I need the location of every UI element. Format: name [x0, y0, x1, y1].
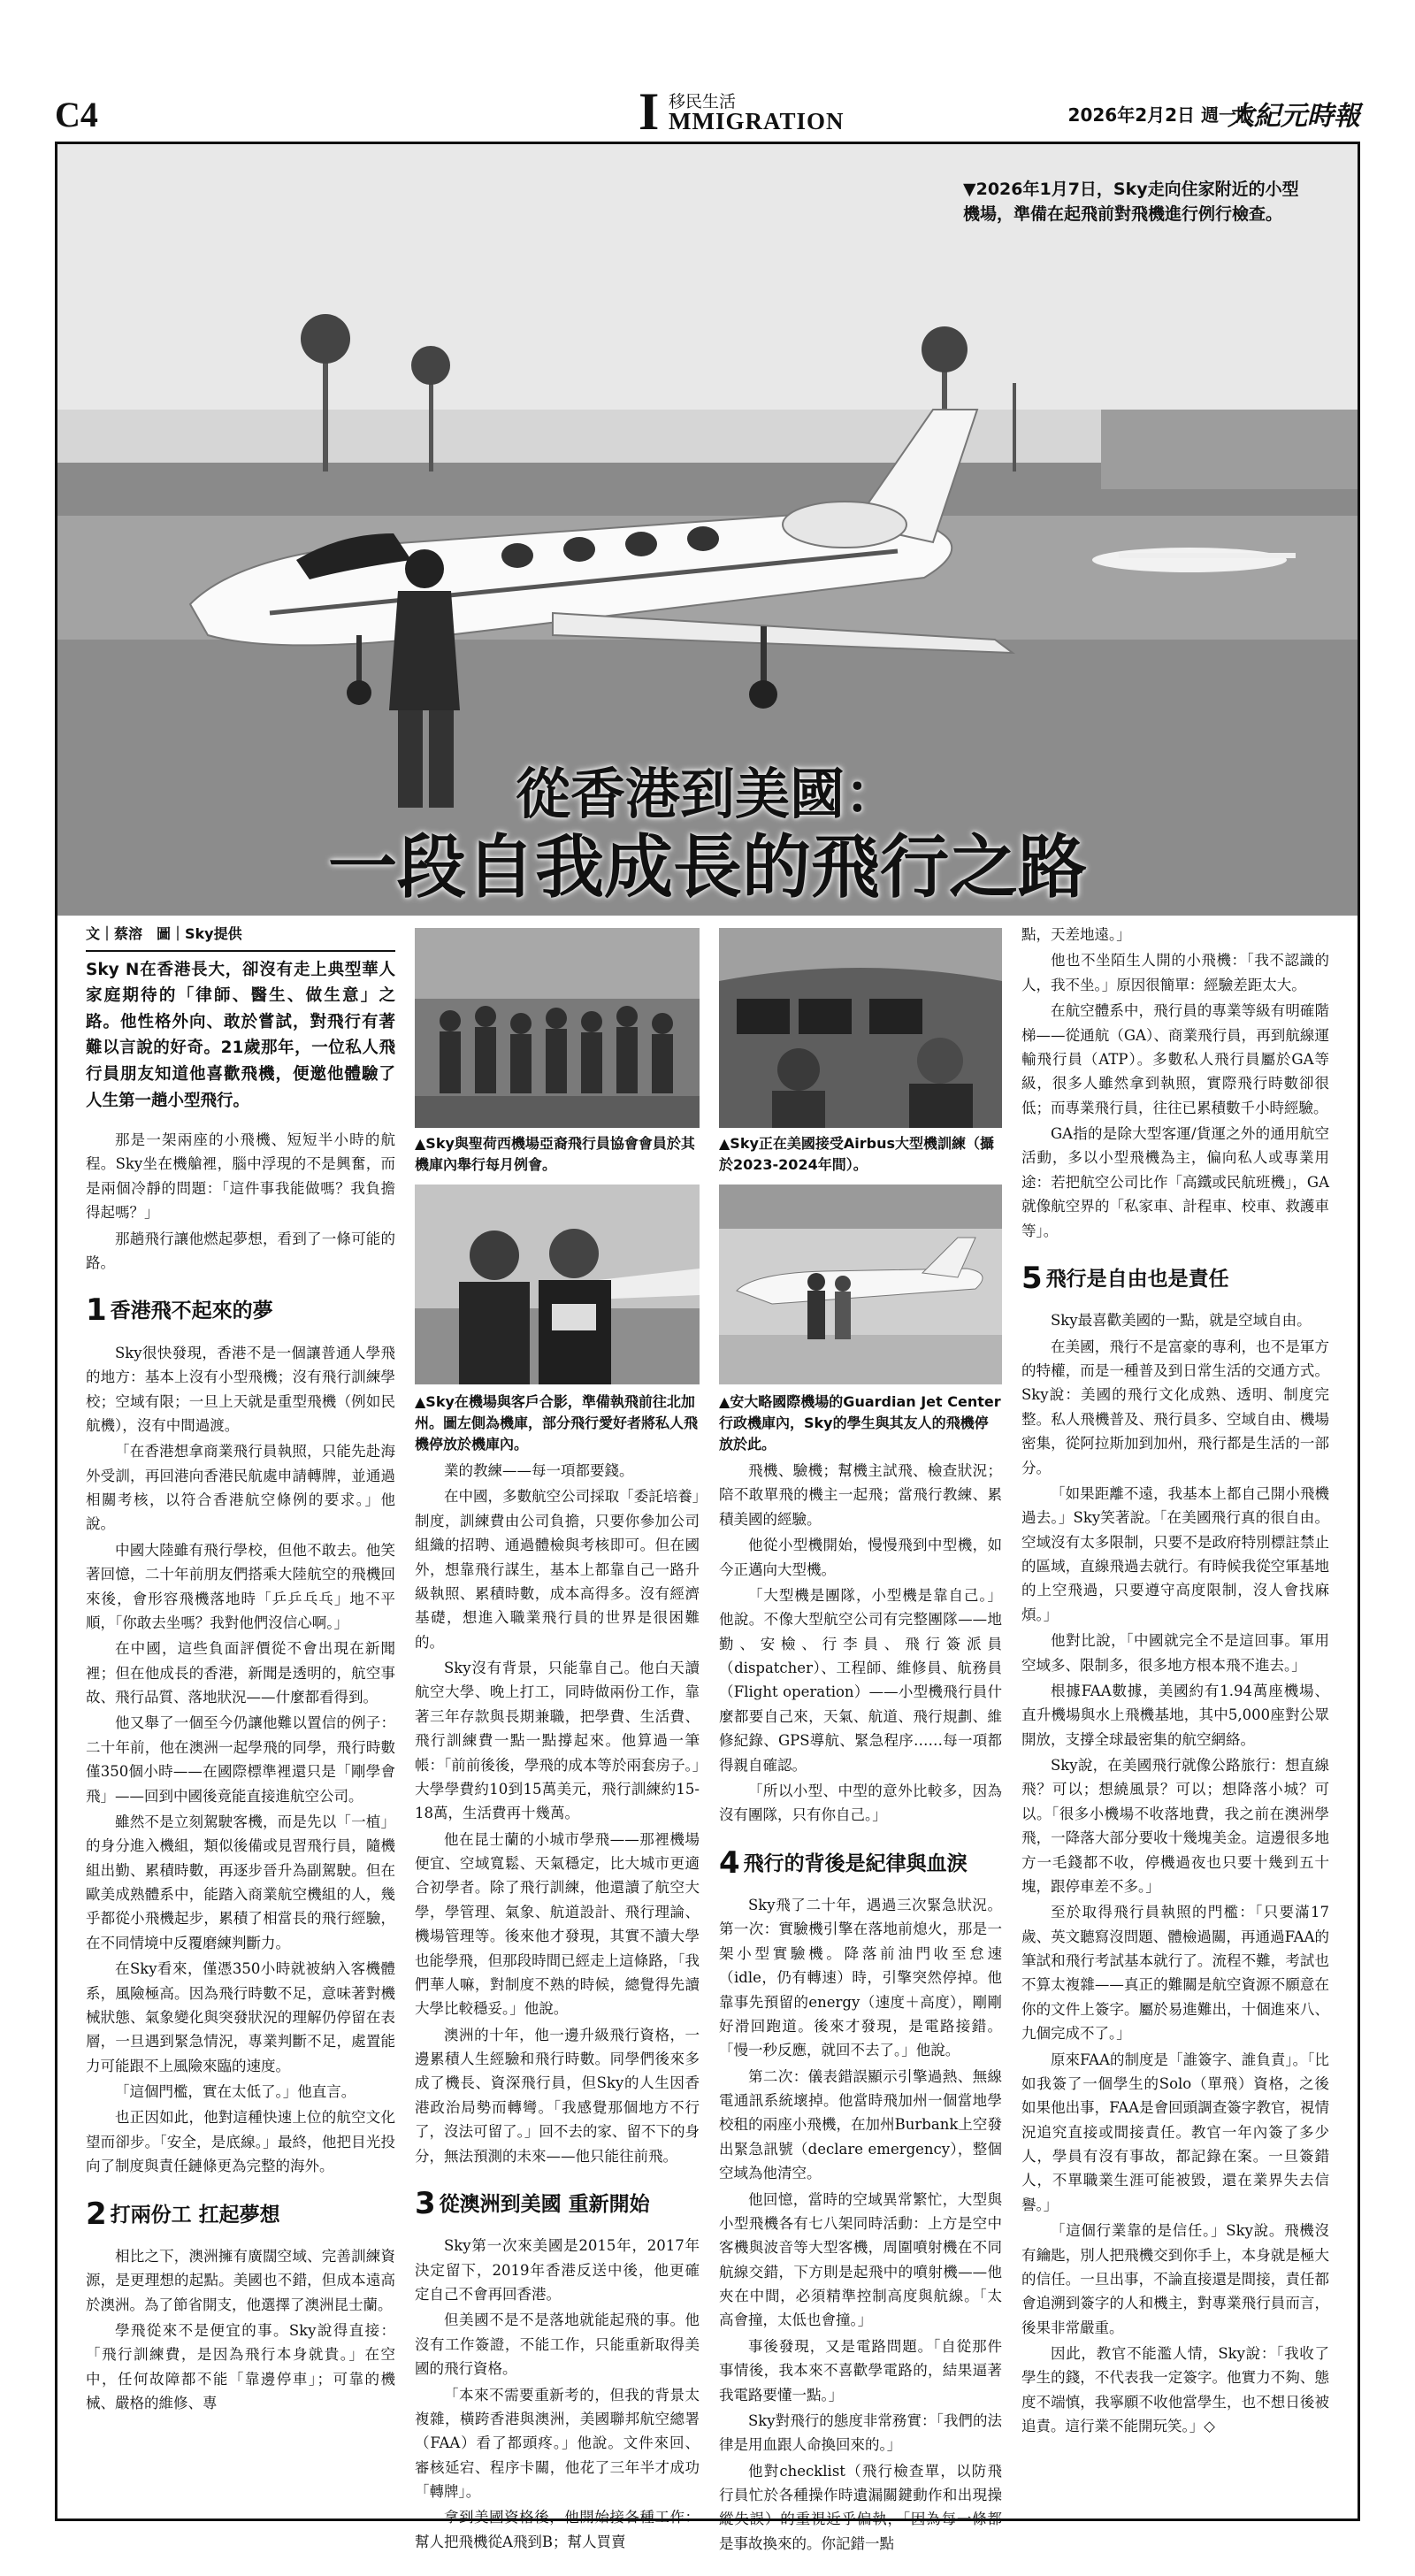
- paragraph: 他回憶，當時的空域異常繁忙，大型與小型飛機各有七八架同時活動：上方是空中客機與波音等大型客機，周圍噴射機在不同航線交錯，下方則是起飛中的噴射機——他夾在中間，必須精準控制高度與航線。「太高會撞，太低也會撞。」: [719, 2190, 1002, 2329]
- headline-line-1: 從香港到美國：: [515, 762, 899, 826]
- subheading-2: 2 打兩份工 扛起夢想: [86, 2196, 280, 2232]
- subheading-5: 5 飛行是自由也是責任: [1021, 1260, 1229, 1296]
- column-2: [415, 1459, 700, 2550]
- masthead: [55, 82, 1360, 141]
- paragraph: 他從小型機開始，慢慢飛到中型機，如今正邁向大型機。: [719, 1537, 1002, 1578]
- paragraph: 在航空體系中，飛行員的專業等級有明確階梯——從通航（GA）、商業飛行員，再到航線運輸飛行員（ATP）。多數私人飛行員屬於GA等級，很多人雖然拿到執照，實際飛行時數卻很低；而專業飛行員，往往已累積數千小時經驗。: [1021, 1002, 1329, 1116]
- headline: [57, 763, 1358, 908]
- paragraph: Sky很快發現，香港不是一個讓普通人學飛的地方：基本上沒有小型飛機；沒有飛行訓練學校；空域有限；一旦上天就是重型飛機（例如民航機），沒有中間過渡。: [86, 1344, 395, 1434]
- newspaper-logo: 大紀元時報: [1228, 101, 1360, 132]
- paragraph: 「如果距離不遠，我基本上都自己開小飛機過去。」Sky笑著說。「在美國飛行真的很自由。空域沒有太多限制，只要不是政府特別標註禁止的區域，直線飛過去就行。有時候我從空軍基地的上空飛過，只要遵守高度限制，沒人會找麻煩。」: [1021, 1484, 1329, 1623]
- hero-photo-caption: ▼2026年1月7日，Sky走向住家附近的小型機場，準備在起飛前對飛機進行例行檢查。: [963, 180, 1299, 224]
- photo-caption-4: ▲安大略國際機場的Guardian Jet Center行政機庫內，Sky的學生與其友人的飛機停放於此。: [719, 1393, 1001, 1453]
- paragraph: 中國大陸雖有飛行學校，但他不敢去。他笑著回憶，二十年前朋友們搭乘大陸航空的飛機回來後，會形容飛機落地時「乒乒乓乓」地不平順，「你敢去坐嗎？我對他們沒信心啊。」: [86, 1541, 395, 1631]
- paragraph: Sky飛了二十年，遇過三次緊急狀況。第一次：實驗機引擎在落地前熄火，那是一架小型實驗機。降落前油門收至怠速（idle，仍有轉速）時，引擎突然停掉。他靠事先預留的energy（速度＋高度），剛剛好滑回跑道。後來才發現，是電路接錯。「慢一秒反應，就回不去了。」他說。: [719, 1897, 1002, 2059]
- photo-airbus-training: [719, 928, 1002, 1128]
- article-body: [86, 923, 1329, 2552]
- subheading-3: 3 從澳洲到美國 重新開始: [415, 2185, 650, 2221]
- paragraph: 在美國，飛行不是富豪的專利，也不是軍方的特權，而是一種普及到日常生活的交通方式。Sky說：美國的飛行文化成熟、透明、制度完整。私人飛機普及、飛行員多、空域自由、機場密集，從阿拉斯加到加州，飛行都是生活的一部分。: [1021, 1338, 1329, 1476]
- photo-caption-3: ▲Sky正在美國接受Airbus大型機訓練（攝於2023-2024年間）。: [719, 1135, 995, 1173]
- paragraph: 拿到美國資格後，他開始接各種工作：幫人把飛機從A飛到B；幫人買賣: [415, 2509, 700, 2550]
- paragraph: Sky沒有背景，只能靠自己。他白天讀航空大學、晚上打工，同時做兩份工作，靠著三年存款與長期兼職，把學費、生活費、飛行訓練費一點一點撐起來。他算過一筆帳：「前前後後，學飛的成本等於兩套房子。」大學學費約10到15萬美元，飛行訓練約15-18萬，生活費再十幾萬。: [415, 1660, 700, 1822]
- paragraph: 相比之下，澳洲擁有廣闊空域、完善訓練資源，是更理想的起點。美國也不錯，但成本遠高於澳洲。為了節省開支，他選擇了澳洲昆士蘭。: [86, 2247, 395, 2313]
- column-4: [1021, 923, 1329, 2503]
- paragraph: 他又舉了一個至今仍讓他難以置信的例子：二十年前，他在澳洲一起學飛的同學，飛行時數僅350個小時——在國際標準裡還只是「剛學會飛」——回到中國後竟能直接進航空公司。: [86, 1714, 395, 1805]
- paragraph: 「大型機是團隊，小型機是靠自己。」他說。不像大型航空公司有完整團隊——地勤、安檢、行李員、飛行簽派員（dispatcher）、工程師、維修員、航務員（Flight operation）——小型機飛行員什麼都要自己來，天氣、航道、飛行規劃、維修紀錄、GPS導航、緊急程序……每一項都得親自確認。: [719, 1586, 1002, 1774]
- dateline: 2026年2月2日 週一版: [1067, 104, 1254, 126]
- section-title-zh: 移民生活: [669, 92, 737, 111]
- subheading-1: 1 香港飛不起來的夢: [86, 1292, 273, 1329]
- photo-caption-1: ▲Sky與聖荷西機場亞裔飛行員協會會員於其機庫內舉行每月例會。: [415, 1135, 695, 1173]
- byline: 文｜蔡溶 圖｜Sky提供: [86, 923, 395, 952]
- paragraph: 原來FAA的制度是「誰簽字、誰負責」。「比如我簽了一個學生的Solo（單飛）資格，之後如果他出事，FAA是會回頭調查簽字教官，視情況追究直接或間接責任。教官一年內簽了多少人，學員有沒有事故，都記錄在案。一旦簽錯人，不單職業生涯可能被毀，還在業界失去信譽。」: [1021, 2051, 1329, 2213]
- paragraph: 事後發現，又是電路問題。「自從那件事情後，我本來不喜歡學電路的，結果逼著我電路要懂一點。」: [719, 2337, 1002, 2404]
- paragraph: 但美國不是不是落地就能起飛的事。他沒有工作簽證，不能工作，只能重新取得美國的飛行資格。: [415, 2312, 700, 2378]
- group-photo-illustration: [415, 928, 700, 1128]
- paragraph: 「這個行業靠的是信任。」Sky說。飛機沒有鑰匙，別人把飛機交到你手上，本身就是極大的信任。一旦出事，不論直接還是間接，責任都會追溯到簽字的人和機主，對專業飛行員而言，後果非常嚴重。: [1021, 2222, 1329, 2336]
- section-initial: I: [639, 82, 660, 141]
- paragraph: 因此，教官不能濫人情，Sky說：「我收了學生的錢，不代表我一定簽字。他實力不夠、態度不端慎，我寧願不收他當學生，也不想日後被追責。這行業不能開玩笑。」◇: [1021, 2345, 1329, 2435]
- photo-guardian-jet-center: [719, 1184, 1002, 1384]
- photo-client-selfie: [415, 1184, 700, 1384]
- paragraph: 他在昆士蘭的小城市學飛——那裡機場便宜、空域寬鬆、天氣穩定，比大城市更適合初學者。除了飛行訓練，他還讀了航空大學，學管理、氣象、航道設計、飛行理論、機場管理等。後來他才發現，其實不讀大學也能學飛，但那段時間已經走上這條路，「我們華人嘛，對制度不熟的時候，總覺得先讀大學比較穩妥。」他說。: [415, 1830, 700, 2018]
- paragraph: 在Sky看來，僅憑350小時就被納入客機體系，風險極高。因為飛行時數不足，意味著對機械狀態、氣象變化與突發狀況的理解仍停留在表層，一旦遇到緊急情況，專業判斷不足，處置能力可能跟不上風險來臨的速度。: [86, 1960, 395, 2074]
- cockpit-photo-illustration: [719, 928, 1002, 1128]
- paragraph: 第二次：儀表錯誤顯示引擎過熱、無線電通訊系統壞掉。他當時飛加州一個當地學校租的兩座小飛機，在加州Burbank上空發出緊急訊號（declare emergency），整個空域為他清空。: [719, 2067, 1002, 2182]
- paragraph: Sky說，在美國飛行就像公路旅行：想直線飛？可以；想繞風景？可以；想降落小城？可以。「很多小機場不收落地費，我之前在澳洲學飛，一降落大部分要收十幾塊美金。這邊很多地方一毛錢都不收，停機過夜也只要十幾到五十塊，跟停車差不多。」: [1021, 1757, 1329, 1895]
- paragraph: 在中國，多數航空公司採取「委託培養」制度，訓練費由公司負擔，只要你參加公司組織的招聘、通過體檢與考核即可。但在國外，想靠飛行謀生，基本上都靠自己一路升級執照、累積時數，成本高得多。沒有經濟基礎，想進入職業飛行員的世界是很困難的。: [415, 1488, 700, 1651]
- paragraph: GA指的是除大型客運/貨運之外的通用航空活動，多以小型飛機為主，偏向私人或專業用途：若把航空公司比作「高鐵或民航班機」，GA就像航空界的「私家車、計程車、校車、救護車等」。: [1021, 1125, 1329, 1239]
- page-number: C4: [55, 95, 98, 134]
- paragraph: 他對比說，「中國就完全不是這回事。軍用空域多、限制多，很多地方根本飛不進去。」: [1021, 1632, 1329, 1674]
- section-title-en: MMIGRATION: [669, 108, 845, 134]
- headline-line-2: 一段自我成長的飛行之路: [327, 828, 1087, 908]
- paragraph: 「所以小型、中型的意外比較多，因為沒有團隊，只有你自己。」: [719, 1782, 1002, 1824]
- article-frame: [55, 142, 1360, 2552]
- paragraph: 那是一架兩座的小飛機、短短半小時的航程。Sky坐在機艙裡，腦中浮現的不是興奮，而是兩個冷靜的問題：「這件事我能做嗎？我負擔得起嗎？」: [86, 1131, 395, 1222]
- hangar-photo-illustration: [719, 1184, 1002, 1384]
- paragraph: 在中國，這些負面評價從不會出現在新聞裡；但在他成長的香港，新聞是透明的，航空事故、飛行品質、落地狀況——什麼都看得到。: [86, 1640, 395, 1706]
- paragraph: Sky對飛行的態度非常務實：「我們的法律是用血跟人命換回來的。」: [719, 2411, 1002, 2454]
- paragraph: 澳洲的十年，他一邊升級飛行資格，一邊累積人生經驗和飛行時數。同學們後來多成了機長、資深飛行員，但Sky的人生因香港政治局勢而轉彎。「我感覺那個地方不行了，沒法可留了。」回不去的家、留不下的身分，無法預測的未來——他只能往前飛。: [415, 2026, 700, 2165]
- paragraph: 「本來不需要重新考的，但我的背景太複雜，橫跨香港與澳洲，美國聯邦航空總署（FAA）看了都頭疼。」他說。文件來回、審核延宕、程序卡關，他花了三年半才成功「轉牌」。: [415, 2386, 700, 2501]
- paragraph: Sky第一次來美國是2015年，2017年決定留下，2019年香港反送中後，他更確定自己不會再回香港。: [415, 2237, 700, 2304]
- paragraph: Sky最喜歡美國的一點，就是空域自由。: [1051, 1312, 1312, 1330]
- selfie-photo-illustration: [415, 1184, 700, 1384]
- paragraph: 那趟飛行讓他燃起夢想，看到了一條可能的路。: [86, 1230, 395, 1271]
- paragraph: 點，天差地遠。」: [1021, 926, 1131, 943]
- paragraph: 他也不坐陌生人開的小飛機：「我不認識的人，我不坐。」原因很簡單：經驗差距太大。: [1021, 952, 1329, 993]
- photo-caption-2: ▲Sky在機場與客戶合影，準備執飛前往北加州。圖左側為機庫，部分飛行愛好者將私人飛機停放於機庫內。: [415, 1393, 699, 1453]
- lead-paragraph: Sky N在香港長大，卻沒有走上典型華人家庭期待的「律師、醫生、做生意」之路。他性格外向、敢於嘗試，對飛行有著難以言說的好奇。21歲那年，一位私人飛行員朋友知道他喜歡飛機，便邀他體驗了人生第一趟小型飛行。: [86, 960, 395, 1110]
- paragraph: 業的教練——每一項都要錢。: [444, 1462, 634, 1479]
- paragraph: 雖然不是立刻駕駛客機，而是先以「一植」的身分進入機組，類似後備或見習飛行員，隨機組出勤、累積時數，再逐步晉升為副駕駛。但在歐美成熟體系中，能踏入商業航空機組的人，幾乎都從小飛機起步，累積了相當長的飛行經驗，在不同情境中反覆磨練判斷力。: [86, 1813, 395, 1951]
- paragraph: 「這個門檻，實在太低了。」他直言。: [115, 2083, 356, 2101]
- paragraph: 至於取得飛行員執照的門檻：「只要滿17歲、英文聽寫沒問題、體檢過關，再通過FAA的筆試和飛行考試基本就行了。流程不難，考試也不算太複雜——真正的難關是航空資源不願意在你的文件上簽字。屬於易進難出，十個進來八、九個完成不了。」: [1021, 1904, 1329, 2043]
- subheading-4: 4 飛行的背後是紀律與血淚: [719, 1844, 968, 1881]
- hero-photo: [57, 144, 1358, 916]
- column-3: [719, 1459, 1002, 2552]
- paragraph: 「在香港想拿商業飛行員執照，只能先赴海外受訓，再回港向香港民航處申請轉牌，並通過相關考核，以符合香港航空條例的要求。」他說。: [86, 1443, 395, 1533]
- photo-group-meeting: [415, 928, 700, 1128]
- paragraph: 飛機、驗機；幫機主試飛、檢查狀況；陪不敢單飛的機主一起飛；當飛行教練、累積美國的經驗。: [719, 1462, 1002, 1528]
- column-1: [86, 923, 395, 2503]
- paragraph: 學飛從來不是便宜的事。Sky說得直接：「飛行訓練費，是因為飛行本身就貴。」在空中，任何故障都不能「靠邊停車」；可靠的機械、嚴格的維修、專: [86, 2322, 395, 2412]
- paragraph: 他對checklist（飛行檢查單，以防飛行員忙於各種操作時遺漏關鍵動作和出現操縱失誤）的重視近乎偏執，「因為每一條都是事故換來的。你記錯一點: [719, 2462, 1002, 2552]
- paragraph: 也正因如此，他對這種快速上位的航空文化望而卻步。「安全，是底線。」最終，他把目光投向了制度與責任鏈條更為完整的海外。: [86, 2109, 395, 2175]
- paragraph: 根據FAA數據，美國約有1.94萬座機場、直升機場與水上飛機基地，其中5,000座對公眾開放，支撐全球最密集的航空網絡。: [1021, 1682, 1329, 1748]
